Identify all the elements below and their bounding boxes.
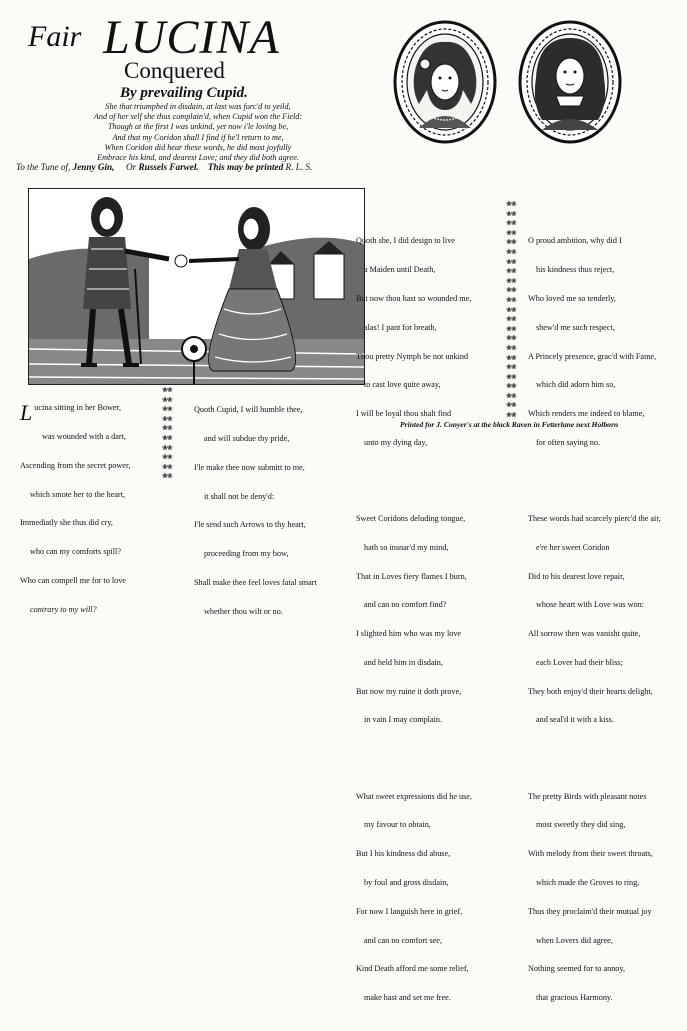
verse-line: shew'd me such respect, xyxy=(536,322,615,332)
woodcut-illustration xyxy=(28,188,365,385)
verse-line: which smote her to the heart, xyxy=(30,489,126,499)
verse-line: Ascending from the secret power, xyxy=(20,460,131,470)
summary-line: And of her self she thus complain'd, when Cupid won the Field: xyxy=(93,112,303,122)
stanza-2 xyxy=(194,386,317,626)
verse-line: Kind Death afford me some relief, xyxy=(356,964,469,974)
woodcut-scene xyxy=(29,189,364,384)
verse-line: each Lover had their bliss; xyxy=(536,657,623,667)
verse-line: his kindness thus reject, xyxy=(536,265,615,275)
stanza-8 xyxy=(528,772,661,1021)
man-portrait-medallion xyxy=(518,20,622,144)
verse-line: I will be loyal thou shalt find xyxy=(356,409,452,419)
verse-line: But I his kindness did abuse, xyxy=(356,849,451,859)
woman-portrait-medallion xyxy=(393,20,497,144)
verse-line: Nothing seemed for to annoy, xyxy=(528,964,626,974)
verse-line: Who loved me so tenderly, xyxy=(528,293,616,303)
verse-line: But now thou hast so wounded me, xyxy=(356,293,472,303)
verse-line: and can no comfort find? xyxy=(364,600,447,610)
verse-line: e're her sweet Coridon xyxy=(536,542,610,552)
verse-line: Shall make thee feel loves fatal smart xyxy=(194,577,317,587)
stanza-3 xyxy=(356,217,472,466)
license-text: This may be printed xyxy=(207,162,284,172)
title-by-prevailing: By prevailing Cupid. xyxy=(120,85,248,101)
verse-line: These words had scarcely pierc'd the air, xyxy=(528,514,661,523)
column-4 xyxy=(528,198,661,1031)
verse-line: I slighted him who was my love xyxy=(356,629,462,639)
verse-line: which did adorn him so, xyxy=(536,380,616,390)
verse-line: But now my ruine it doth prove, xyxy=(356,686,462,696)
verse-line: to cast love quite away, xyxy=(364,380,441,390)
verse-line: That in Loves fiery flames I burn, xyxy=(356,571,467,581)
verse-line: unto my dying day, xyxy=(364,437,428,447)
tune-line xyxy=(16,162,366,172)
verse-line: it shall not be deny'd: xyxy=(204,491,275,501)
verse-line: make hast and set me free. xyxy=(364,993,451,1003)
summary-verse xyxy=(48,102,348,163)
summary-line: Embrace his kind, and dearest Love; and they did both agree. xyxy=(97,153,299,163)
verse-line: most sweetly they did sing, xyxy=(536,820,626,830)
verse-line: in vain I may complain. xyxy=(364,715,442,725)
verse-line: whose heart with Love was won: xyxy=(536,600,645,610)
verse-line: With melody from their sweet throats, xyxy=(528,849,653,859)
verse-line: and seal'd it with a kiss. xyxy=(536,715,614,725)
verse-line: and held him in disdain, xyxy=(364,657,443,667)
column-3 xyxy=(356,198,472,1031)
verse-line: contrary to my will? xyxy=(30,604,97,614)
verse-line: my favour to obtain, xyxy=(364,820,431,830)
stanza-7 xyxy=(528,495,661,744)
verse-line: proceeding from my bow, xyxy=(204,549,289,559)
verse-line: Did to his dearest love repair, xyxy=(528,571,625,581)
verse-line: What sweet expressions did he use, xyxy=(356,791,472,801)
stanza-1 xyxy=(20,384,130,624)
verse-line: They both enjoy'd their hearts delight, xyxy=(528,686,653,696)
verse-line: ucina sitting in her Bower, xyxy=(34,403,122,413)
verse-line: Sweet Coridons deluding tongue, xyxy=(356,514,466,523)
verse-line: for often saying no. xyxy=(536,437,601,447)
verse-line: Which renders me indeed to blame, xyxy=(528,409,645,419)
tune-prefix: To the Tune of, xyxy=(16,162,71,172)
verse-line: was wounded with a dart, xyxy=(42,431,126,441)
verse-line: I'le make thee now submitt to me, xyxy=(194,462,305,472)
title-fair: Fair xyxy=(28,20,82,53)
summary-line: She that triumphed in disdain, at last was forc'd to yeild, xyxy=(105,102,291,111)
stanza-4 xyxy=(356,495,472,744)
verse-line: Quoth she, I did design to live xyxy=(356,236,455,246)
verse-line: and will subdue thy pride, xyxy=(204,433,290,443)
verse-line: which made the Groves to ring, xyxy=(536,877,640,887)
summary-line: When Coridon did hear these words, he did most joyfully xyxy=(104,142,292,152)
verse-line: A Princely presence, grac'd with Fame, xyxy=(528,351,657,361)
verse-line: by foul and gross disdain, xyxy=(364,877,449,887)
title-lucina: LUCINA xyxy=(103,11,280,64)
dropcap-l: L xyxy=(20,400,33,426)
verse-line: Thus they proclaim'd their mutual joy xyxy=(528,906,652,916)
verse-line: The pretty Birds with pleasant notes xyxy=(528,791,647,801)
tune-or: Or xyxy=(125,162,137,172)
verse-line: O proud ambition, why did I xyxy=(528,236,622,246)
license-initials: R. L. S. xyxy=(285,162,313,172)
verse-line: and can no comfort see, xyxy=(364,935,442,945)
verse-line: a Maiden until Death, xyxy=(364,265,436,275)
stanza-5 xyxy=(356,772,472,1021)
ornament-divider: ❀❀ ❀❀ ❀❀ ❀❀ ❀❀ ❀❀ ❀❀ ❀❀ ❀❀ ❀❀ ❀❀ ❀❀ ❀❀ ❀❀ ❀❀ ❀❀ ❀❀ ❀❀ ❀❀ ❀❀ ❀❀ ❀❀ ❀❀ xyxy=(506,200,516,420)
stanza-6 xyxy=(528,217,661,466)
ornament-divider: ❀❀ ❀❀ ❀❀ ❀❀ ❀❀ ❀❀ ❀❀ ❀❀ ❀❀ ❀❀ xyxy=(162,386,172,481)
verse-line: whether thou wilt or no. xyxy=(204,606,283,616)
summary-line: Though at the first I was unkind, yet now i'le loving be, xyxy=(107,122,289,132)
verse-line: Thou pretty Nymph be not unkind xyxy=(356,351,469,361)
verse-line: For now I languish here in grief, xyxy=(356,906,463,916)
verse-line: that gracious Harmony. xyxy=(536,993,613,1003)
title-conquered: Conquered xyxy=(124,58,225,83)
verse-line: hath so insnar'd my mind, xyxy=(364,542,449,552)
verse-line: when Lovers did agree, xyxy=(536,935,613,945)
tune-name-1: Jenny Gin, xyxy=(72,162,115,172)
verse-line: Quoth Cupid, I will humble thee, xyxy=(194,405,303,415)
verse-line: alas! I pant for breath, xyxy=(364,322,437,332)
verse-line: Immediatly she thus did cry, xyxy=(20,518,113,528)
verse-line: who can my comforts spill? xyxy=(30,547,121,557)
tune-name-2: Russels Farwel. xyxy=(138,162,199,172)
verse-line: All sorrow then was vanisht quite, xyxy=(528,629,641,639)
verse-line: I'le send such Arrows to thy heart, xyxy=(194,520,306,530)
verse-line: Who can compell me for to love xyxy=(20,575,126,585)
printer-imprint: Printed for J. Conyer's at the black Raven in Fetterlane next Holborn xyxy=(400,420,619,429)
summary-line: And that my Coridon shall I find if he'l return to me, xyxy=(112,132,284,142)
